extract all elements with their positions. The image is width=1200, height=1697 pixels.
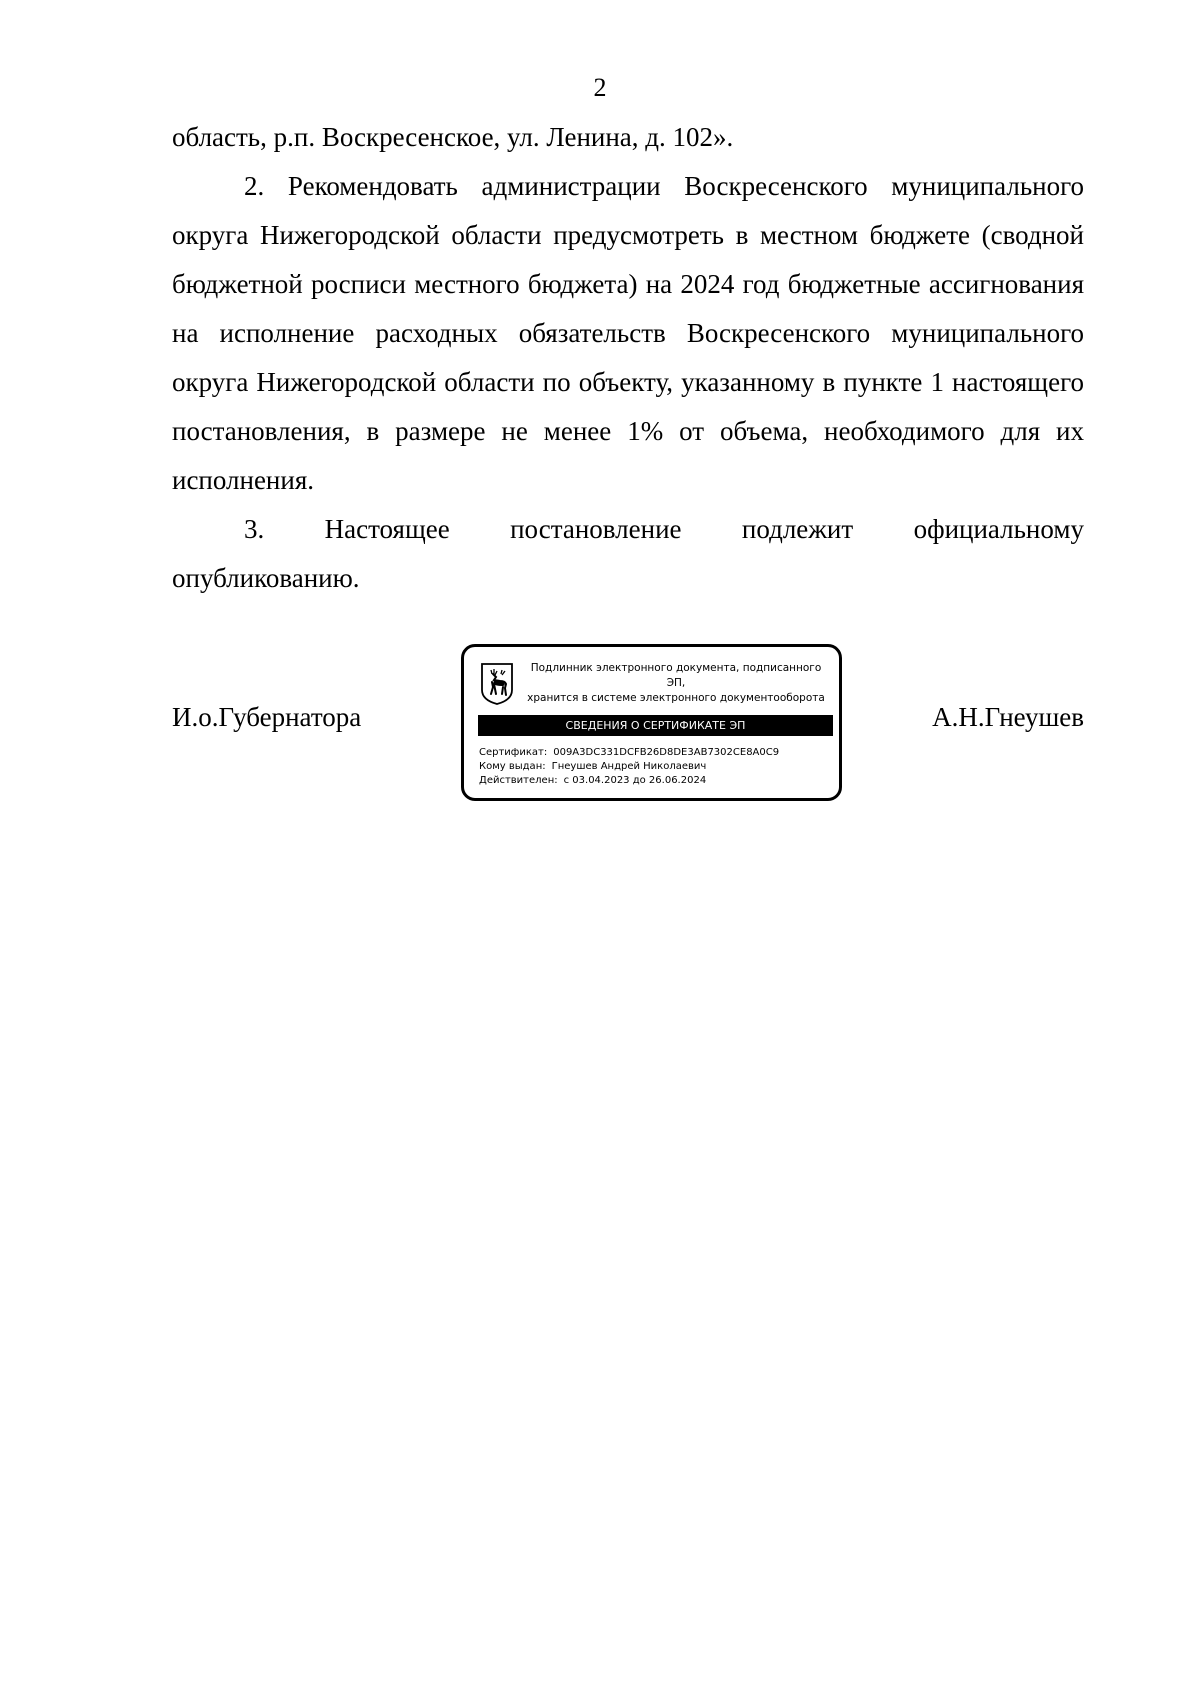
electronic-signature-stamp: [461, 644, 842, 801]
certificate-label: Сертификат:: [479, 747, 548, 758]
item-3-word: 3.: [244, 514, 265, 544]
signatory-position: И.о.Губернатора: [172, 702, 362, 732]
issued-to-row: [479, 760, 779, 774]
item-3-word: подлежит: [741, 514, 854, 544]
valid-label: Действителен:: [479, 775, 558, 786]
paragraph-item-3: [172, 505, 1084, 603]
paragraph-item-3-first-line: [172, 505, 1084, 554]
paragraph-item-2: 2. Рекомендовать администрации Воскресенского муниципального округа Нижегородской области предусмотреть в местном бюджете (сводной бюджетной росписи местного бюджета) на 2024 год бюджетные ассигнования на исполнение расходных обязательств Воскресенского муниципального округа Нижегородской области по объекту, указанному в пункте 1 настоящего постановления, в размере не менее 1% от объема, необходимого для их исполнения.: [172, 171, 1084, 495]
stamp-certificate-title: СВЕДЕНИЯ О СЕРТИФИКАТЕ ЭП: [478, 715, 833, 736]
stamp-header-line-1: Подлинник электронного документа, подписанного ЭП,: [530, 662, 822, 689]
item-3-word: постановление: [510, 514, 682, 544]
stamp-header: [520, 661, 832, 706]
item-3-word: Настоящее: [324, 514, 450, 544]
page-number: 2: [593, 73, 607, 102]
certificate-row: [479, 746, 779, 760]
paragraph-item-3-last-line: опубликованию.: [172, 563, 360, 593]
paragraph-continuation: область, р.п. Воскресенское, ул. Ленина, д. 102».: [172, 122, 734, 152]
valid-row: [479, 774, 779, 788]
signatory-name: А.Н.Гнеушев: [932, 702, 1084, 732]
document-body: [172, 113, 1084, 603]
item-3-word: официальному: [913, 514, 1084, 544]
coat-of-arms-deer-icon: [480, 662, 514, 706]
certificate-value: 009A3DC331DCFB26D8DE3AB7302CE8A0C9: [553, 747, 780, 758]
stamp-header-line-2: хранится в системе электронного документооборота: [527, 692, 825, 704]
valid-value: с 03.04.2023 до 26.06.2024: [563, 775, 707, 786]
issued-to-label: Кому выдан:: [479, 761, 546, 772]
issued-to-value: Гнеушев Андрей Николаевич: [551, 761, 707, 772]
stamp-details: [479, 746, 779, 788]
